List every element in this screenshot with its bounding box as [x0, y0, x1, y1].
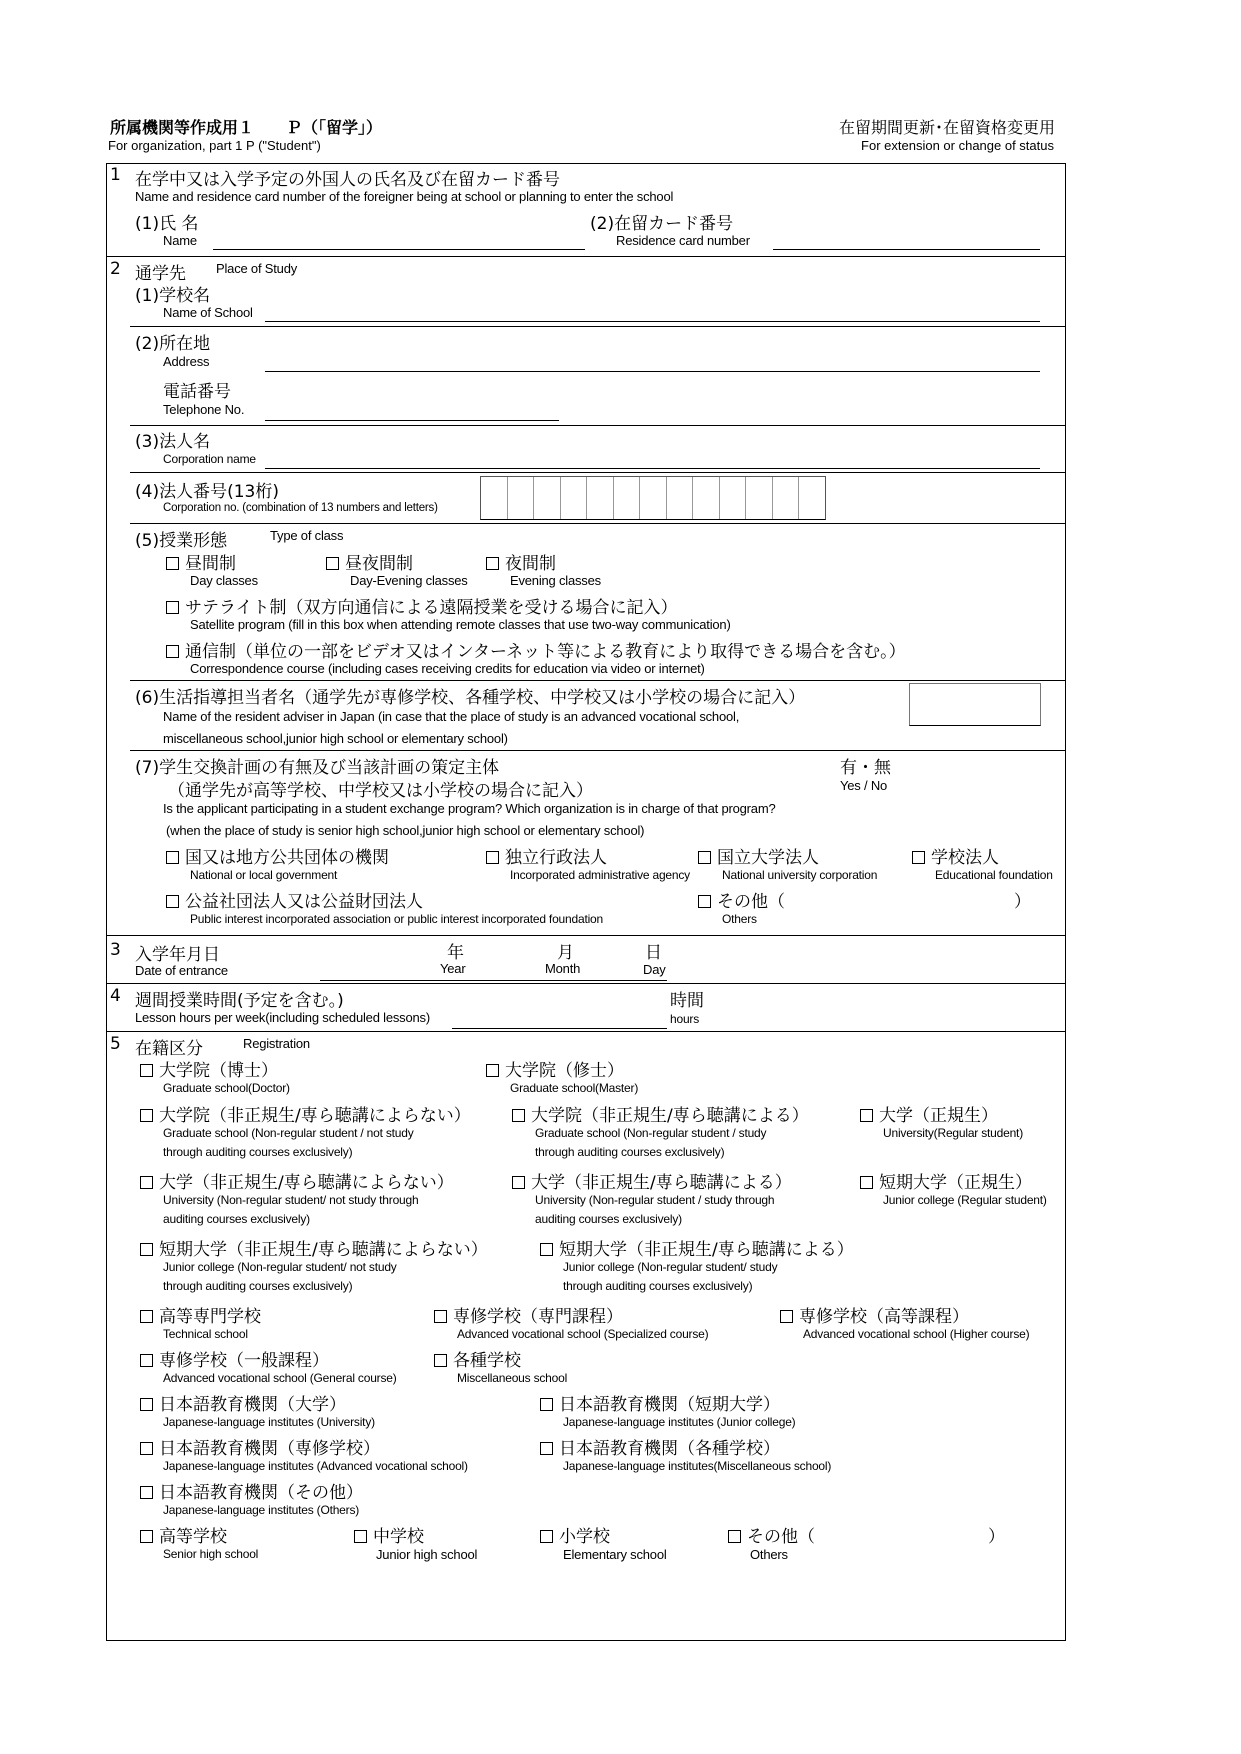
day-label-en: Day: [643, 962, 666, 977]
jc-regular-en: Junior college (Regular student): [883, 1193, 1047, 1207]
address-field[interactable]: [265, 371, 1040, 372]
yes-no-label-en: Yes / No: [840, 778, 888, 793]
checkbox-icon[interactable]: [140, 1109, 153, 1122]
section-4-number: 4: [110, 986, 121, 1006]
adviser-label: (6)生活指導担当者名（通学先が専修学校、各種学校、中学校又は小学校の場合に記入）: [135, 688, 806, 708]
adviser-label-en-2: miscellaneous school,junior high school or elementary school): [163, 731, 508, 746]
exchange-label: (7)学生交換計画の有無及び当該計画の策定主体: [135, 758, 500, 778]
adviser-name-field[interactable]: [909, 683, 1041, 726]
univ-regular-option[interactable]: 大学（正規生）: [860, 1101, 998, 1126]
avs-specialized-en: Advanced vocational school (Specialized course): [457, 1327, 709, 1341]
corporation-name-label-en: Corporation name: [163, 452, 256, 466]
jl-misc-option[interactable]: 日本語教育機関（各種学校）: [540, 1434, 780, 1459]
jl-others-en: Japanese-language institutes (Others): [163, 1503, 360, 1517]
card-number-field[interactable]: [773, 249, 1040, 250]
day-evening-en: Day-Evening classes: [350, 573, 468, 588]
lesson-hours-label: 週間授業時間(予定を含む。): [135, 991, 344, 1011]
technical-school-en: Technical school: [163, 1327, 248, 1341]
misc-school-en: Miscellaneous school: [457, 1371, 568, 1385]
univ-nonregular-en-2: auditing courses exclusively): [163, 1212, 310, 1226]
form-title-en: For organization, part 1 P ("Student"): [108, 138, 321, 153]
avs-general-en: Advanced vocational school (General course): [163, 1371, 397, 1385]
public-interest-en: Public interest incorporated association or public interest incorporated foundation: [190, 912, 603, 926]
divider: [130, 326, 1066, 327]
correspondence-option[interactable]: 通信制（単位の一部をビデオ又はインターネット等による教育により取得できる場合を含む。）: [166, 637, 906, 662]
checkbox-icon[interactable]: [486, 1064, 499, 1077]
checkbox-icon[interactable]: [540, 1442, 553, 1455]
checkbox-icon[interactable]: [166, 601, 179, 614]
avs-general-option[interactable]: 専修学校（一般課程）: [140, 1346, 329, 1371]
hours-unit: 時間: [670, 991, 704, 1011]
gov-option[interactable]: 国又は地方公共団体の機関: [166, 843, 389, 868]
jc-nonregular-en: Junior college (Non-regular student/ not study: [163, 1260, 397, 1274]
jl-university-option[interactable]: 日本語教育機関（大学）: [140, 1390, 346, 1415]
month-label-en: Month: [545, 961, 581, 976]
technical-school-option[interactable]: 高等専門学校: [140, 1302, 261, 1327]
jl-junior-college-en: Japanese-language institutes (Junior college): [563, 1415, 796, 1429]
jc-auditing-en: Junior college (Non-regular student/ study: [563, 1260, 778, 1274]
school-name-label-en: Name of School: [163, 305, 253, 320]
checkbox-icon[interactable]: [140, 1064, 153, 1077]
section-3-number: 3: [110, 940, 121, 960]
divider: [130, 523, 1066, 524]
checkbox-icon[interactable]: [434, 1310, 447, 1323]
day-evening-option[interactable]: 昼夜間制: [326, 549, 413, 574]
divider: [106, 1031, 1066, 1032]
checkbox-icon[interactable]: [354, 1530, 367, 1543]
exchange-question-en: Is the applicant participating in a student exchange program? Which organization is in charge of that program?: [163, 801, 776, 816]
avs-higher-en: Advanced vocational school (Higher course): [803, 1327, 1030, 1341]
corporation-number-label: (4)法人番号(13桁): [135, 482, 279, 502]
lesson-hours-field[interactable]: [452, 1028, 667, 1029]
school-name-label: (1)学校名: [135, 286, 211, 306]
registration-label: 在籍区分: [135, 1039, 203, 1059]
jl-advanced-option[interactable]: 日本語教育機関（専修学校）: [140, 1434, 380, 1459]
iaa-option[interactable]: 独立行政法人: [486, 843, 607, 868]
others-en: Others: [750, 1547, 788, 1562]
evening-option[interactable]: 夜間制: [486, 549, 556, 574]
section-1-title-en: Name and residence card number of the foreigner being at school or planning to enter the school: [135, 189, 674, 204]
name-label: (1)氏 名: [135, 214, 199, 234]
elementary-option[interactable]: 小学校: [540, 1522, 610, 1547]
name-label-en: Name: [163, 233, 197, 248]
checkbox-icon[interactable]: [140, 1530, 153, 1543]
nuc-option[interactable]: 国立大学法人: [698, 843, 819, 868]
satellite-en: Satellite program (fill in this box when attending remote classes that use two-way communication): [190, 617, 731, 632]
gov-en: National or local government: [190, 868, 338, 882]
others-option[interactable]: その他（: [728, 1522, 815, 1547]
evening-en: Evening classes: [510, 573, 601, 588]
yes-no-label[interactable]: 有・無: [840, 758, 891, 778]
telephone-label: 電話番号: [163, 382, 231, 402]
divider: [106, 983, 1066, 984]
checkbox-icon[interactable]: [860, 1109, 873, 1122]
jl-misc-en: Japanese-language institutes(Miscellaneous school): [563, 1459, 832, 1473]
section-1-number: 1: [110, 165, 121, 185]
grad-nonregular-option[interactable]: 大学院（非正規生/専ら聴講によらない）: [140, 1101, 471, 1126]
junior-high-option[interactable]: 中学校: [354, 1522, 424, 1547]
corporation-name-label: (3)法人名: [135, 432, 211, 452]
card-number-label: (2)在留カード番号: [590, 214, 734, 234]
day-label: 日: [645, 943, 662, 963]
jc-regular-option[interactable]: 短期大学（正規生）: [860, 1168, 1032, 1193]
grad-auditing-option[interactable]: 大学院（非正規生/専ら聴講による）: [512, 1101, 809, 1126]
checkbox-icon[interactable]: [512, 1176, 525, 1189]
adviser-label-en: Name of the resident adviser in Japan (in case that the place of study is an advanced vocational school,: [163, 709, 740, 724]
address-label-en: Address: [163, 354, 210, 369]
checkbox-icon[interactable]: [140, 1398, 153, 1411]
grad-auditing-en: Graduate school (Non-regular student / study: [535, 1126, 767, 1140]
grad-nonregular-en-2: through auditing courses exclusively): [163, 1145, 353, 1159]
checkbox-icon[interactable]: [486, 851, 499, 864]
checkbox-icon[interactable]: [140, 1310, 153, 1323]
others-en: Others: [722, 912, 757, 926]
section-1-title: 在学中又は入学予定の外国人の氏名及び在留カード番号: [135, 170, 560, 190]
univ-nonregular-en: University (Non-regular student/ not study through: [163, 1193, 419, 1207]
checkbox-icon[interactable]: [540, 1398, 553, 1411]
checkbox-icon[interactable]: [698, 851, 711, 864]
checkbox-icon[interactable]: [166, 645, 179, 658]
grad-doctor-en: Graduate school(Doctor): [163, 1081, 290, 1095]
exchange-question-en-2: (when the place of study is senior high school,junior high school or elementary school): [166, 823, 645, 838]
divider: [130, 472, 1066, 473]
checkbox-icon[interactable]: [434, 1354, 447, 1367]
section-2-title: 通学先: [135, 264, 186, 284]
correspondence-en: Correspondence course (including cases receiving credits for education via video or internet): [190, 661, 705, 676]
day-classes-option[interactable]: 昼間制: [166, 549, 236, 574]
year-label: 年: [447, 943, 464, 963]
divider: [130, 680, 1066, 681]
telephone-label-en: Telephone No.: [163, 402, 245, 417]
entrance-date-label-en: Date of entrance: [135, 963, 228, 978]
misc-school-option[interactable]: 各種学校: [434, 1346, 521, 1371]
jl-university-en: Japanese-language institutes (University): [163, 1415, 375, 1429]
jl-others-option[interactable]: 日本語教育機関（その他）: [140, 1478, 363, 1503]
name-field[interactable]: [213, 249, 585, 250]
others-option[interactable]: その他（: [698, 887, 785, 912]
checkbox-icon[interactable]: [540, 1530, 553, 1543]
section-2-number: 2: [110, 259, 121, 279]
checkbox-icon[interactable]: [140, 1354, 153, 1367]
nuc-en: National university corporation: [722, 868, 878, 882]
elementary-en: Elementary school: [563, 1547, 667, 1562]
checkbox-icon[interactable]: [166, 895, 179, 908]
registration-label-en: Registration: [243, 1036, 310, 1051]
section-5-number: 5: [110, 1034, 121, 1054]
exchange-label-2: （通学先が高等学校、中学校又は小学校の場合に記入）: [168, 781, 593, 801]
grad-master-option[interactable]: 大学院（修士）: [486, 1056, 624, 1081]
class-type-label: (5)授業形態: [135, 531, 228, 551]
checkbox-icon[interactable]: [540, 1243, 553, 1256]
checkbox-icon[interactable]: [512, 1109, 525, 1122]
jc-auditing-option[interactable]: 短期大学（非正規生/専ら聴講による）: [540, 1235, 854, 1260]
iaa-en: Incorporated administrative agency: [510, 868, 690, 882]
jl-advanced-en: Japanese-language institutes (Advanced vocational school): [163, 1459, 468, 1473]
univ-auditing-en: University (Non-regular student / study through: [535, 1193, 775, 1207]
entrance-date-field[interactable]: [320, 980, 667, 981]
divider: [106, 935, 1066, 936]
address-label: (2)所在地: [135, 334, 211, 354]
grad-auditing-en-2: through auditing courses exclusively): [535, 1145, 725, 1159]
jc-nonregular-option[interactable]: 短期大学（非正規生/専ら聴講によらない）: [140, 1235, 488, 1260]
year-label-en: Year: [440, 961, 466, 976]
day-classes-en: Day classes: [190, 573, 258, 588]
checkbox-icon[interactable]: [140, 1442, 153, 1455]
junior-high-en: Junior high school: [376, 1547, 478, 1562]
checkbox-icon[interactable]: [912, 851, 925, 864]
hours-unit-en: hours: [670, 1012, 700, 1026]
checkbox-icon[interactable]: [166, 557, 179, 570]
public-interest-option[interactable]: 公益社団法人又は公益財団法人: [166, 887, 423, 912]
edu-en: Educational foundation: [935, 868, 1053, 882]
others-close: ）: [988, 1527, 1005, 1547]
jc-auditing-en-2: through auditing courses exclusively): [563, 1279, 753, 1293]
month-label: 月: [557, 943, 574, 963]
grad-master-en: Graduate school(Master): [510, 1081, 639, 1095]
checkbox-icon[interactable]: [140, 1243, 153, 1256]
section-2-title-en: Place of Study: [216, 261, 298, 276]
avs-higher-option[interactable]: 専修学校（高等課程）: [780, 1302, 969, 1327]
checkbox-icon[interactable]: [728, 1530, 741, 1543]
satellite-option[interactable]: サテライト制（双方向通信による遠隔授業を受ける場合に記入）: [166, 593, 678, 618]
checkbox-icon[interactable]: [140, 1486, 153, 1499]
univ-regular-en: University(Regular student): [883, 1126, 1023, 1140]
checkbox-icon[interactable]: [326, 557, 339, 570]
form-title: 所属機関等作成用１ Ｐ（「留学」）: [110, 118, 383, 137]
grad-doctor-option[interactable]: 大学院（博士）: [140, 1056, 278, 1081]
form-purpose-en: For extension or change of status: [861, 138, 1054, 153]
checkbox-icon[interactable]: [140, 1176, 153, 1189]
corporation-name-field[interactable]: [265, 468, 1040, 469]
senior-high-option[interactable]: 高等学校: [140, 1522, 227, 1547]
jc-nonregular-en-2: through auditing courses exclusively): [163, 1279, 353, 1293]
form-purpose: 在留期間更新･在留資格変更用: [838, 118, 1055, 137]
jl-junior-college-option[interactable]: 日本語教育機関（短期大学）: [540, 1390, 780, 1415]
class-type-label-en: Type of class: [270, 528, 344, 543]
senior-high-en: Senior high school: [163, 1547, 259, 1561]
univ-nonregular-option[interactable]: 大学（非正規生/専ら聴講によらない）: [140, 1168, 454, 1193]
checkbox-icon[interactable]: [698, 895, 711, 908]
lesson-hours-label-en: Lesson hours per week(including scheduled lessons): [135, 1010, 430, 1025]
avs-specialized-option[interactable]: 専修学校（専門課程）: [434, 1302, 623, 1327]
grad-nonregular-en: Graduate school (Non-regular student / not study: [163, 1126, 414, 1140]
checkbox-icon[interactable]: [780, 1310, 793, 1323]
telephone-field[interactable]: [265, 420, 559, 421]
entrance-date-label: 入学年月日: [135, 945, 220, 965]
checkbox-icon[interactable]: [166, 851, 179, 864]
card-number-label-en: Residence card number: [616, 233, 750, 248]
corporation-number-grid[interactable]: [480, 476, 826, 520]
edu-option[interactable]: 学校法人: [912, 843, 999, 868]
divider: [130, 425, 1066, 426]
others-close: ）: [1014, 892, 1031, 912]
univ-auditing-en-2: auditing courses exclusively): [535, 1212, 682, 1226]
checkbox-icon[interactable]: [860, 1176, 873, 1189]
corporation-number-label-en: Corporation no. (combination of 13 numbers and letters): [163, 502, 438, 514]
checkbox-icon[interactable]: [486, 557, 499, 570]
univ-auditing-option[interactable]: 大学（非正規生/専ら聴講による）: [512, 1168, 792, 1193]
divider: [130, 750, 1066, 751]
divider: [106, 256, 1066, 257]
school-name-field[interactable]: [265, 321, 1040, 322]
